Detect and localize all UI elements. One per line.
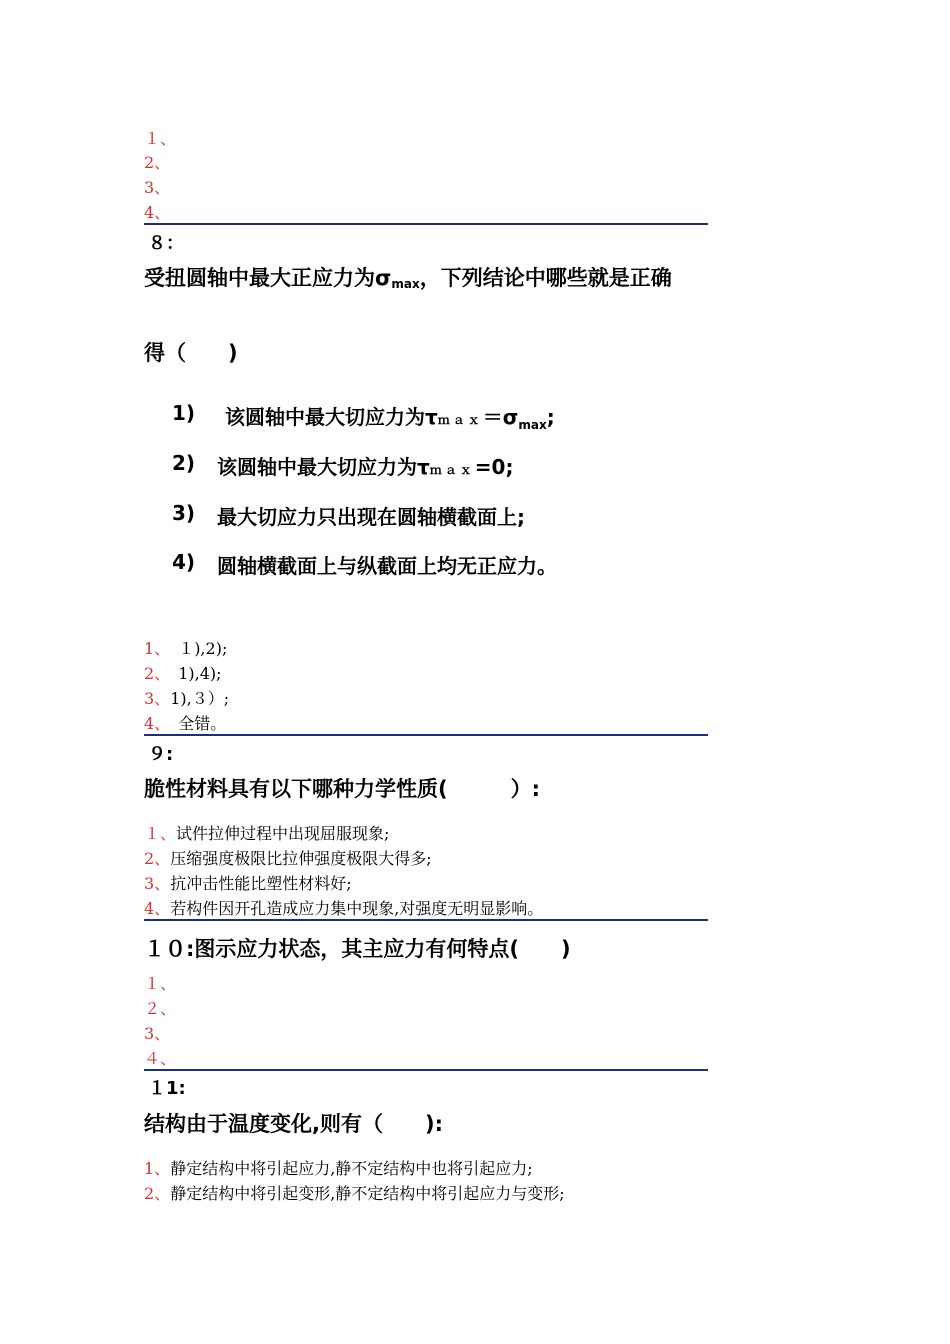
q9-option-1: １、试件拉伸过程中出现屈服现象; bbox=[144, 824, 390, 843]
q11-question: 结构由于温度变化,则有（ ): bbox=[144, 1112, 443, 1136]
q9-option-3: 3、抗冲击性能比塑性材料好; bbox=[144, 874, 352, 893]
q7-option-4: 4、 bbox=[144, 203, 171, 222]
q11-number: １1: bbox=[148, 1078, 186, 1099]
divider bbox=[144, 734, 708, 736]
q11-option-2: 2、静定结构中将引起变形,静不定结构中将引起应力与变形; bbox=[144, 1184, 565, 1203]
q8-number: ８： bbox=[148, 233, 184, 254]
q10-option-3: 3、 bbox=[144, 1024, 171, 1043]
q8-option-1: 1、 １),2); bbox=[144, 639, 228, 658]
q10-option-4: ４、 bbox=[144, 1049, 177, 1068]
q7-option-2: 2、 bbox=[144, 153, 171, 172]
q10-option-1: １、 bbox=[144, 974, 177, 993]
q9-option-4: 4、若构件因开孔造成应力集中现象,对强度无明显影响。 bbox=[144, 899, 544, 918]
q11-option-1: 1、静定结构中将引起应力,静不定结构中也将引起应力; bbox=[144, 1159, 533, 1178]
q9-number: ９: bbox=[148, 744, 174, 765]
q10-question: １０:图示应力状态，其主应力有何特点( ) bbox=[144, 937, 571, 961]
q8-option-4: 4、 全错。 bbox=[144, 714, 227, 733]
q8-question-line2: 得（ ) bbox=[144, 341, 238, 365]
q7-option-1: １、 bbox=[144, 129, 177, 148]
divider bbox=[144, 223, 708, 225]
q10-option-2: ２、 bbox=[144, 999, 177, 1018]
divider bbox=[144, 1069, 708, 1071]
q9-option-2: 2、压缩强度极限比拉伸强度极限大得多; bbox=[144, 849, 432, 868]
q8-option-3: 3、1),３）; bbox=[144, 689, 230, 708]
q8-option-2: 2、 1),4); bbox=[144, 664, 222, 683]
q8-question-line1: 受扭圆轴中最大正应力为$\sigma_{max}$，下列结论中哪些就是正确 bbox=[144, 266, 672, 291]
divider bbox=[144, 919, 708, 921]
q9-question: 脆性材料具有以下哪种力学性质( ）: bbox=[144, 777, 540, 801]
q7-option-3: 3、 bbox=[144, 178, 171, 197]
